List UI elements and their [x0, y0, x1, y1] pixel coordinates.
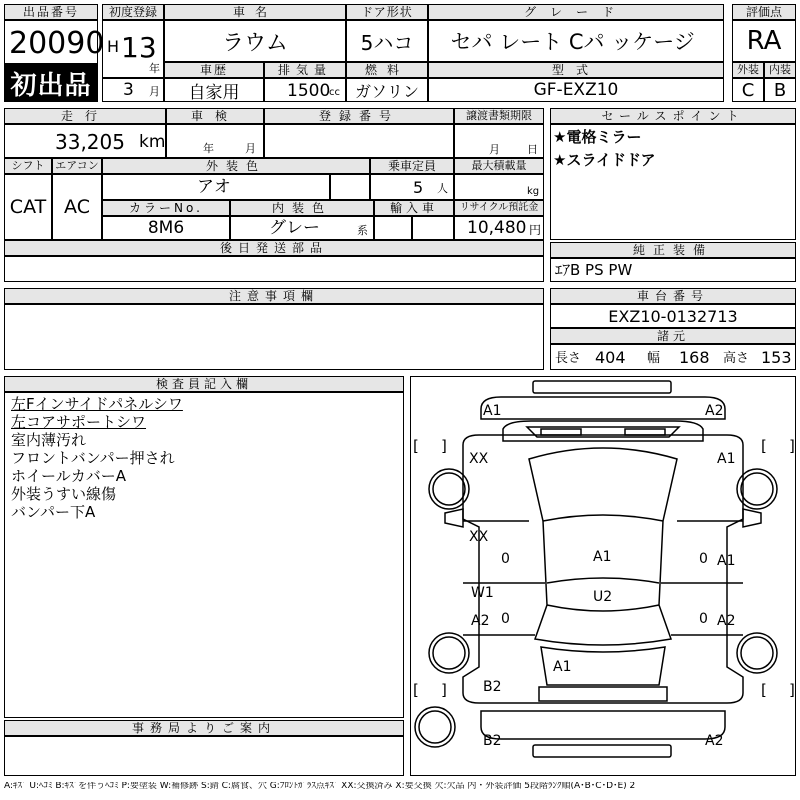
mark-rear-right-corner: A2 [705, 733, 724, 749]
car-name-cell [164, 20, 346, 62]
sales-points-label: セールスポイント [550, 108, 796, 124]
mark-right-front-door-zero: 0 [699, 551, 708, 567]
capacity-unit: 人 [437, 182, 448, 195]
wheel-rear-right [737, 633, 777, 673]
wheel-rear-left-inner [433, 637, 465, 669]
displacement-unit: cc [329, 87, 340, 98]
car-diagram-panel [410, 376, 796, 776]
wheel-front-right-inner [741, 473, 773, 505]
mark-roof-front: A1 [593, 549, 612, 565]
fuel-value: ガソリン [354, 81, 419, 101]
mark-rear-left-corner: B2 [483, 733, 502, 749]
mark-left-rear-door: A2 [471, 613, 490, 629]
recycle-unit: 円 [529, 223, 542, 237]
inspection-label: 車検 [166, 108, 264, 124]
spec-width-value: 168 [679, 348, 710, 367]
genuine-equipment-cell [550, 258, 796, 282]
inspector-line-3: 室内薄汚れ [11, 431, 87, 449]
ext-color-extra-cell [330, 174, 370, 200]
max-load-label: 最大積載量 [454, 158, 544, 174]
interior-grade-cell [764, 78, 796, 102]
aircon-cell [52, 174, 102, 240]
mark-front-left-corner: A1 [483, 403, 502, 419]
first-listing-badge [4, 64, 98, 102]
lot-number: 20090 [9, 26, 105, 61]
int-color-value: グレー [269, 218, 320, 238]
fuel-label: 燃料 [346, 62, 428, 78]
exterior-grade-cell [732, 78, 764, 102]
inspection-cell [166, 124, 264, 158]
cabin-outline [529, 448, 677, 645]
grade-value: セパ レート Cパ ッケージ [450, 30, 702, 54]
first-listing-text: 初出品 [10, 70, 92, 101]
bracket-right-bottom-open: [ [761, 681, 767, 699]
spec-height-value: 153 [761, 348, 792, 367]
wheel-front-left-inner [433, 473, 465, 505]
registration-month: 3 [123, 80, 134, 100]
mark-left-rear-door-zero: 0 [501, 611, 510, 627]
roof-mid-line [547, 578, 659, 583]
wheel-rear-right-inner [741, 637, 773, 669]
left-mirror [445, 509, 463, 527]
import-cell-a [374, 216, 412, 240]
shift-label: シフト [4, 158, 52, 174]
history-label: 車歴 [164, 62, 264, 78]
model-value: GF-EXZ10 [533, 80, 619, 100]
transfer-day-unit: 日 [527, 143, 538, 156]
int-color-label: 内装色 [230, 200, 374, 216]
notes-cell [4, 304, 544, 370]
mileage-cell [4, 124, 166, 158]
aircon-value: AC [64, 196, 90, 218]
capacity-label: 乗車定員 [370, 158, 454, 174]
specs-label: 諸元 [550, 328, 796, 344]
score-cell [732, 20, 796, 62]
grade-label: グレード [428, 4, 724, 20]
inspection-month-unit: 月 [245, 142, 256, 155]
hood-slots [541, 429, 665, 435]
ext-color-value: アオ [197, 177, 231, 197]
inspector-cell [4, 392, 404, 718]
bracket-right-top-open: [ [761, 437, 767, 455]
interior-grade-label: 内装 [764, 62, 796, 78]
bracket-left-bottom-open: [ [413, 681, 419, 699]
grade-cell [428, 20, 724, 62]
ext-color-label: 外装色 [102, 158, 370, 174]
sales-points-cell [550, 124, 796, 240]
transfer-cell [454, 124, 544, 158]
mark-left-rear-quarter: B2 [483, 679, 502, 695]
displacement-cell [264, 78, 346, 102]
bracket-right-bottom-close: ] [789, 681, 795, 699]
import-cell-b [412, 216, 454, 240]
mark-left-rear-door-w: W1 [471, 585, 494, 601]
mark-right-rear-door: A2 [717, 613, 736, 629]
notes-label: 注意事項欄 [4, 288, 544, 304]
registration-year-cell [102, 20, 164, 78]
spec-length-value: 404 [595, 348, 626, 367]
max-load-cell [454, 174, 544, 200]
inspector-line-6: 外装うすい線傷 [11, 485, 117, 503]
import-label: 輸入車 [374, 200, 454, 216]
mark-left-front-door-zero: 0 [501, 551, 510, 567]
model-cell [428, 78, 724, 102]
wheel-rear-left [429, 633, 469, 673]
registration-month-unit: 月 [149, 85, 160, 98]
recycle-value: 10,480 [467, 218, 527, 238]
inspection-year-unit: 年 [203, 142, 214, 155]
mark-right-front-door: A1 [717, 553, 736, 569]
legend-text: A:ｷｽﾞ U:ﾍｺﾐ B:ｷｽﾞを伴うﾍｺﾐ P:要塗装 W:補修跡 S:錆 C:腐食、穴 G:ﾌﾛﾝﾄｶﾞﾗｽ点ｷｽﾞ XX:交換済み X:要交換 欠:欠品 内・外装評価 5段階ﾗﾝｸ順(A･B･C･D･E) 2 [4, 782, 636, 791]
car-diagram [411, 377, 795, 775]
later-parts-label: 後日発送部品 [4, 240, 544, 256]
inspector-line-7: バンパー下A [11, 503, 96, 521]
transfer-month-unit: 月 [489, 143, 500, 156]
mark-roof: U2 [593, 589, 613, 605]
reg-number-label: 登録番号 [264, 108, 454, 124]
right-mirror [743, 509, 761, 527]
mark-right-front-fender: A1 [717, 451, 736, 467]
score-value: RA [746, 26, 782, 56]
mileage-value: 33,205 [55, 130, 125, 154]
car-name-label: 車名 [164, 4, 346, 20]
spec-length-label: 長さ [555, 351, 582, 366]
mark-front-right-corner: A2 [705, 403, 724, 419]
displacement-label: 排気量 [264, 62, 346, 78]
inspector-line-5: ホイールカバーA [11, 467, 126, 485]
recycle-cell [454, 216, 544, 240]
door-value: 5ハコ [360, 30, 414, 55]
lot-number-label: 出品番号 [4, 4, 98, 20]
shift-value: CAT [9, 196, 47, 218]
reg-number-cell [264, 124, 454, 158]
recycle-label: リサイクル預託金 [454, 200, 544, 216]
specs-cell [550, 344, 796, 370]
color-no-label: カラーNo. [102, 200, 230, 216]
registration-year-unit: 年 [149, 62, 160, 75]
inspector-line-2: 左コアサポートシワ [11, 413, 147, 431]
registration-year: 13 [121, 31, 157, 64]
mark-left-front-fender: XX [469, 451, 489, 467]
score-label: 評価点 [732, 4, 796, 20]
mark-rear-hatch: A1 [553, 659, 572, 675]
fuel-cell [346, 78, 428, 102]
inspector-line-1: 左Fインサイドパネルシワ [11, 395, 183, 413]
transfer-label: 譲渡書類期限 [454, 108, 544, 124]
front-bumper-outline [533, 381, 671, 393]
model-label: 型式 [428, 62, 724, 78]
office-cell [4, 736, 404, 776]
chassis-value: EXZ10-0132713 [608, 306, 738, 326]
genuine-equipment-value: ｴｱB PS PW [555, 261, 633, 279]
displacement-value: 1500 [287, 81, 331, 101]
chassis-label: 車台番号 [550, 288, 796, 304]
inspector-label: 検査員記入欄 [4, 376, 404, 392]
inspector-line-4: フロントバンパー押され [11, 449, 175, 467]
max-load-unit: kg [527, 186, 540, 197]
exterior-grade-label: 外装 [732, 62, 764, 78]
door-label: ドア形状 [346, 4, 428, 20]
ext-color-cell [102, 174, 330, 200]
bracket-left-top-close: ] [441, 437, 447, 455]
interior-grade-value: B [773, 79, 787, 101]
spec-height-label: 高さ [723, 351, 750, 366]
int-color-unit: 系 [357, 224, 368, 237]
front-bumper-shape [481, 397, 725, 419]
registration-month-cell [102, 78, 164, 102]
office-label: 事務局よりご案内 [4, 720, 404, 736]
body-outline [463, 435, 743, 703]
mileage-label: 走行 [4, 108, 166, 124]
door-cell [346, 20, 428, 62]
history-value: 自家用 [188, 82, 240, 103]
rear-bumper-outline [533, 745, 671, 757]
registration-era: H [107, 37, 120, 56]
sales-point-1: ★電格ミラー [553, 128, 642, 146]
rear-lower-panel [539, 687, 667, 701]
shift-cell [4, 174, 52, 240]
mark-left-front-door: XX [469, 529, 489, 545]
spare-wheel [415, 707, 455, 747]
mark-right-rear-door-zero: 0 [699, 611, 708, 627]
spare-wheel-inner [419, 711, 451, 743]
roof-front-line [543, 515, 663, 521]
spec-width-label: 幅 [647, 351, 661, 366]
car-name: ラウム [222, 30, 288, 56]
roof-rear-line [547, 605, 659, 611]
color-no-cell [102, 216, 230, 240]
mileage-unit: km [139, 132, 166, 152]
int-color-cell [230, 216, 374, 240]
bracket-left-bottom-close: ] [441, 681, 447, 699]
color-no-value: 8M6 [147, 218, 185, 238]
bracket-left-top-open: [ [413, 437, 419, 455]
capacity-cell [370, 174, 454, 200]
sales-point-2: ★スライドドア [553, 151, 656, 169]
chassis-cell [550, 304, 796, 328]
genuine-equipment-label: 純正装備 [550, 242, 796, 258]
lot-number-cell [4, 20, 105, 64]
later-parts-cell [4, 256, 544, 282]
exterior-grade-value: C [741, 79, 755, 101]
capacity-value: 5 [413, 178, 424, 197]
registration-label: 初度登録 [102, 4, 164, 20]
history-cell [164, 78, 264, 102]
aircon-label: エアコン [52, 158, 102, 174]
rear-bumper-shape [481, 711, 725, 739]
bracket-right-top-close: ] [789, 437, 795, 455]
hood-outline [503, 421, 703, 441]
